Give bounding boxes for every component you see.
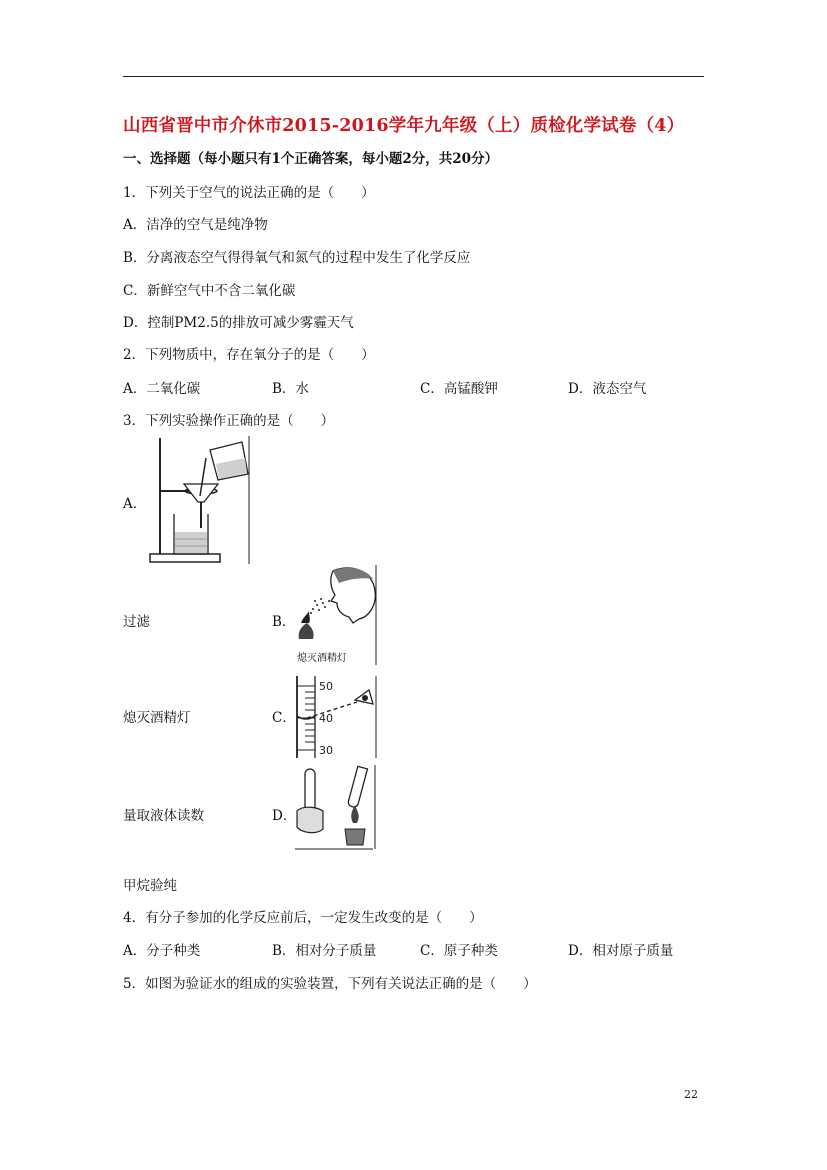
question-4-option-b: B．相对分子质量 <box>272 943 377 959</box>
question-3-option-a-letter: A． <box>123 496 147 512</box>
cylinder-tick-30: 30 <box>319 744 333 757</box>
methane-purity-figure <box>293 765 379 851</box>
extinguish-lamp-label: 熄灭酒精灯 <box>297 653 347 664</box>
graduated-cylinder-figure <box>293 676 379 760</box>
question-2-option-a: A．二氧化碳 <box>123 381 201 397</box>
question-2-option-c: C．高锰酸钾 <box>420 381 498 397</box>
extinguish-lamp-figure <box>293 565 379 667</box>
page-number: 22 <box>684 1088 698 1101</box>
question-4-option-d: D．相对原子质量 <box>568 943 674 959</box>
question-4-option-a: A．分子种类 <box>123 943 201 959</box>
question-1-option-b: B．分离液态空气得得氧气和氮气的过程中发生了化学反应 <box>123 250 471 266</box>
question-2-option-d: D．液态空气 <box>568 381 647 397</box>
question-2-option-b: B．水 <box>272 381 309 397</box>
question-5-stem: 5．如图为验证水的组成的实验装置，下列有关说法正确的是（ ） <box>123 976 537 992</box>
cylinder-tick-40: 40 <box>319 712 333 725</box>
question-1-option-c: C．新鲜空气中不含二氧化碳 <box>123 283 296 299</box>
header-rule <box>123 76 704 77</box>
exam-title: 山西省晋中市介休市2015-2016学年九年级（上）质检化学试卷（4） <box>123 116 685 136</box>
question-1-option-d: D．控制PM2.5的排放可减少雾霾天气 <box>123 315 354 331</box>
question-3-option-d-caption: 甲烷验纯 <box>123 878 177 894</box>
question-3-option-c-letter: C． <box>272 710 296 726</box>
section-heading: 一、选择题（每小题只有1个正确答案，每小题2分，共20分） <box>123 151 499 167</box>
question-1-option-a: A．洁净的空气是纯净物 <box>123 217 268 233</box>
cylinder-tick-50: 50 <box>319 680 333 693</box>
question-3-option-d-letter: D． <box>272 808 297 824</box>
question-1-stem: 1．下列关于空气的说法正确的是（ ） <box>123 185 375 201</box>
question-3-option-a-caption: 过滤 <box>123 614 150 630</box>
question-3-option-b-caption: 熄灭酒精灯 <box>123 710 191 726</box>
question-3-option-b-letter: B． <box>272 614 296 630</box>
question-3-stem: 3．下列实验操作正确的是（ ） <box>123 413 335 429</box>
question-2-stem: 2．下列物质中，存在氧分子的是（ ） <box>123 347 375 363</box>
question-3-option-c-caption: 量取液体读数 <box>123 808 204 824</box>
question-4-stem: 4．有分子参加的化学反应前后，一定发生改变的是（ ） <box>123 910 483 926</box>
filtration-figure <box>148 436 252 564</box>
question-4-option-c: C．原子种类 <box>420 943 498 959</box>
